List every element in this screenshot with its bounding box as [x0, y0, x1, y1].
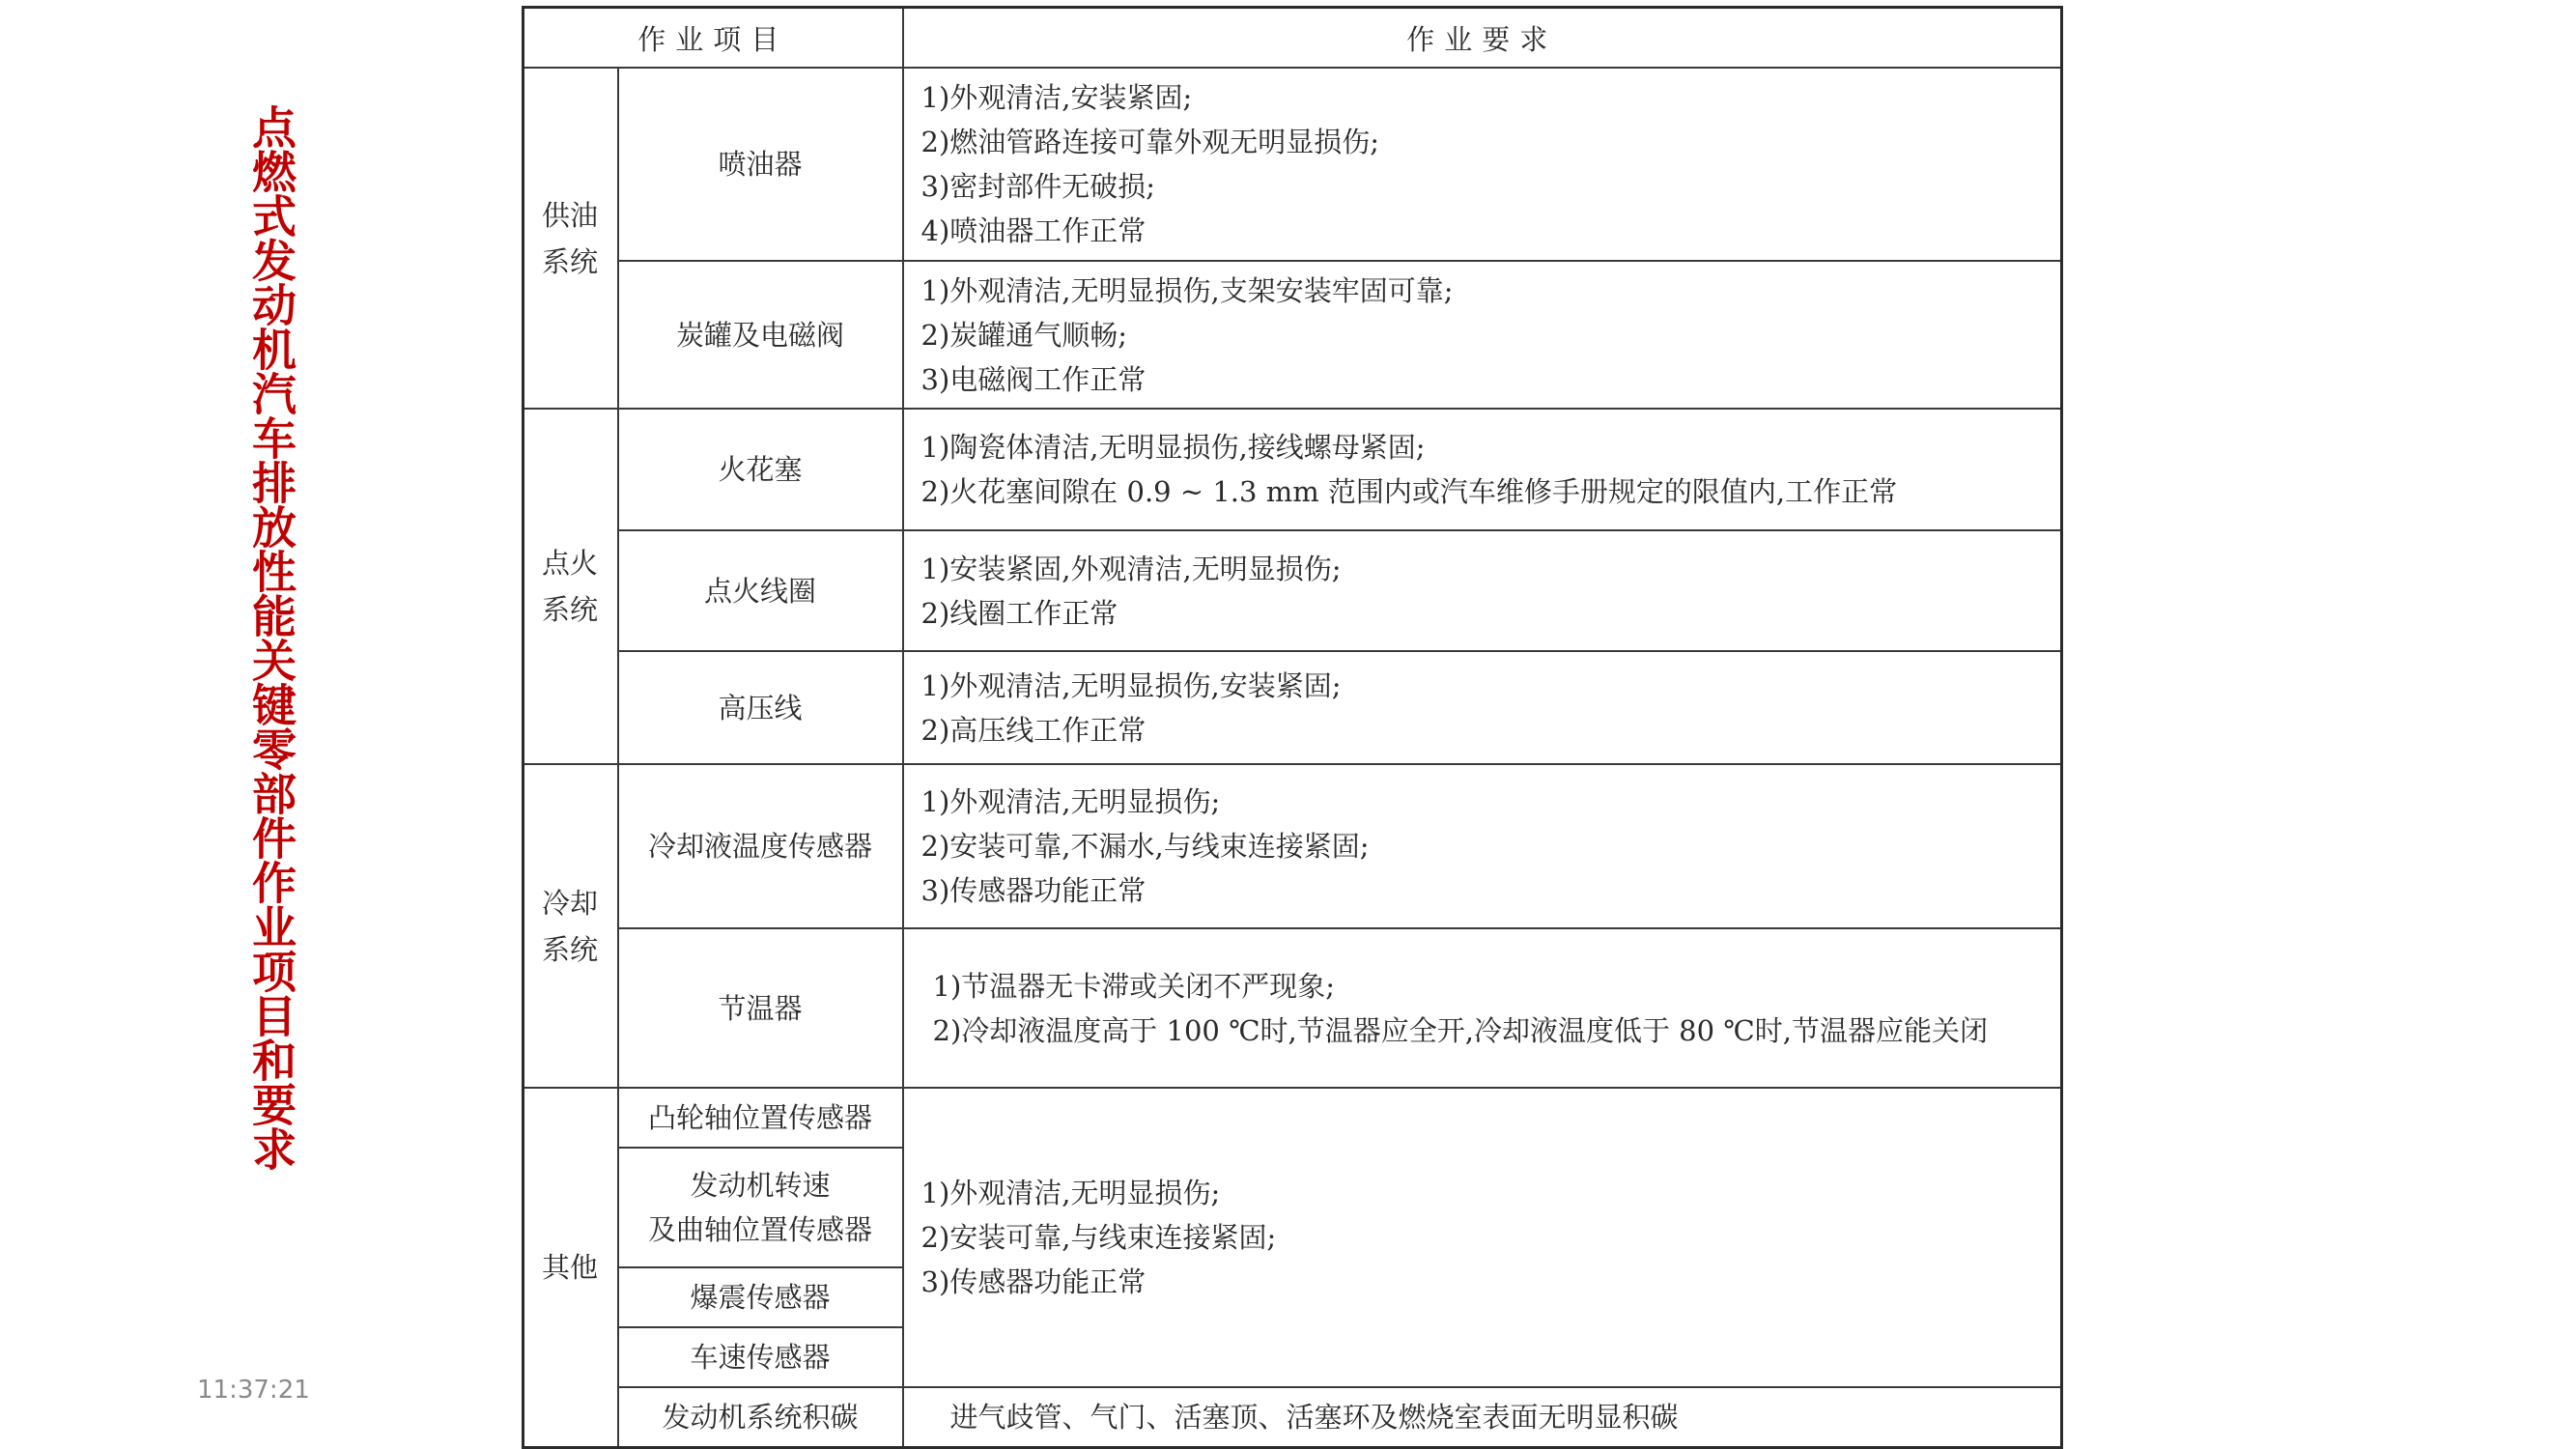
- req-line: 进气歧管、气门、活塞顶、活塞环及燃烧室表面无明显积碳: [949, 1400, 1679, 1434]
- req-line: 3)电磁阀工作正常: [920, 362, 1146, 396]
- req-sensors: [903, 1088, 2062, 1387]
- slide-title: 点燃式发动机汽车排放性能关键零部件作业项目和要求: [245, 104, 297, 1171]
- item-crank-sensor: [618, 1148, 903, 1267]
- req-line: 1)外观清洁,安装紧固;: [920, 81, 1193, 114]
- req-line: 2)线圈工作正常: [920, 596, 1118, 630]
- req-line: 3)密封部件无破损;: [920, 170, 1156, 203]
- table-row: [524, 764, 2062, 928]
- req-spark-plug: [903, 409, 2062, 530]
- system-ignition: 点火系统: [524, 409, 618, 764]
- req-line: 1)节温器无卡滞或关闭不严现象;: [932, 969, 1336, 1003]
- req-line: 2)安装可靠,不漏水,与线束连接紧固;: [920, 830, 1370, 863]
- item-camshaft-sensor: 凸轮轴位置传感器: [618, 1088, 903, 1148]
- table-row: [524, 651, 2062, 764]
- item-ignition-coil: 点火线圈: [618, 530, 903, 651]
- req-injector: [903, 68, 2062, 261]
- req-line: 2)高压线工作正常: [920, 713, 1146, 747]
- req-coolant-sensor: [903, 764, 2062, 928]
- req-line: 2)冷却液温度高于 100 ℃时,节温器应全开,冷却液温度低于 80 ℃时,节温器应能关闭: [932, 1013, 1988, 1047]
- req-line: 3)传感器功能正常: [920, 874, 1146, 907]
- item-coolant-sensor: 冷却液温度传感器: [618, 764, 903, 928]
- req-carbon: [903, 1387, 2062, 1447]
- req-line: 2)燃油管路连接可靠外观无明显损伤;: [920, 126, 1380, 158]
- req-ignition-coil: [903, 530, 2062, 651]
- system-other: 其他: [524, 1088, 618, 1447]
- req-line: 1)安装紧固,外观清洁,无明显损伤;: [920, 552, 1342, 585]
- requirements-table: [522, 6, 2063, 1449]
- req-line: 1)外观清洁,无明显损伤,安装紧固;: [920, 668, 1342, 702]
- req-line: 3)传感器功能正常: [920, 1265, 1146, 1298]
- req-line: 4)喷油器工作正常: [920, 214, 1146, 247]
- table-row: [524, 409, 2062, 530]
- req-thermostat: [903, 928, 2062, 1088]
- item-carbon: 发动机系统积碳: [618, 1387, 903, 1447]
- item-injector: 喷油器: [618, 68, 903, 261]
- item-spark-plug: 火花塞: [618, 409, 903, 530]
- table-header-row: [524, 8, 2062, 69]
- req-line: 2)安装可靠,与线束连接紧固;: [920, 1221, 1277, 1254]
- table-row: [524, 928, 2062, 1088]
- req-line: 1)陶瓷体清洁,无明显损伤,接线螺母紧固;: [920, 431, 1426, 464]
- req-line: 2)火花塞间隙在 0.9 ~ 1.3 mm 范围内或汽车维修手册规定的限值内,工作正常: [920, 475, 1898, 508]
- item-speed-sensor: 车速传感器: [618, 1327, 903, 1387]
- header-item: 作业项目: [524, 8, 903, 69]
- item-line: 发动机转速: [690, 1169, 831, 1202]
- table-row: [524, 261, 2062, 409]
- table-row: [524, 68, 2062, 261]
- item-knock-sensor: 爆震传感器: [618, 1267, 903, 1327]
- req-ht-lead: [903, 651, 2062, 764]
- item-line: 及曲轴位置传感器: [648, 1213, 873, 1246]
- req-line: 1)外观清洁,无明显损伤;: [920, 1177, 1221, 1209]
- req-line: 1)外观清洁,无明显损伤,支架安装牢固可靠;: [920, 273, 1454, 307]
- req-line: 2)炭罐通气顺畅;: [920, 318, 1128, 352]
- table-row: [524, 1088, 2062, 1148]
- table-row: [524, 530, 2062, 651]
- req-line: 1)外观清洁,无明显损伤;: [920, 785, 1221, 818]
- system-cooling: 冷却系统: [524, 764, 618, 1088]
- system-fuel: 供油系统: [524, 68, 618, 409]
- item-canister: 炭罐及电磁阀: [618, 261, 903, 409]
- header-requirement: 作业要求: [903, 8, 2062, 69]
- table-row: [524, 1387, 2062, 1447]
- item-ht-lead: 高压线: [618, 651, 903, 764]
- item-thermostat: 节温器: [618, 928, 903, 1088]
- timestamp: 11:37:21: [197, 1376, 310, 1405]
- req-canister: [903, 261, 2062, 409]
